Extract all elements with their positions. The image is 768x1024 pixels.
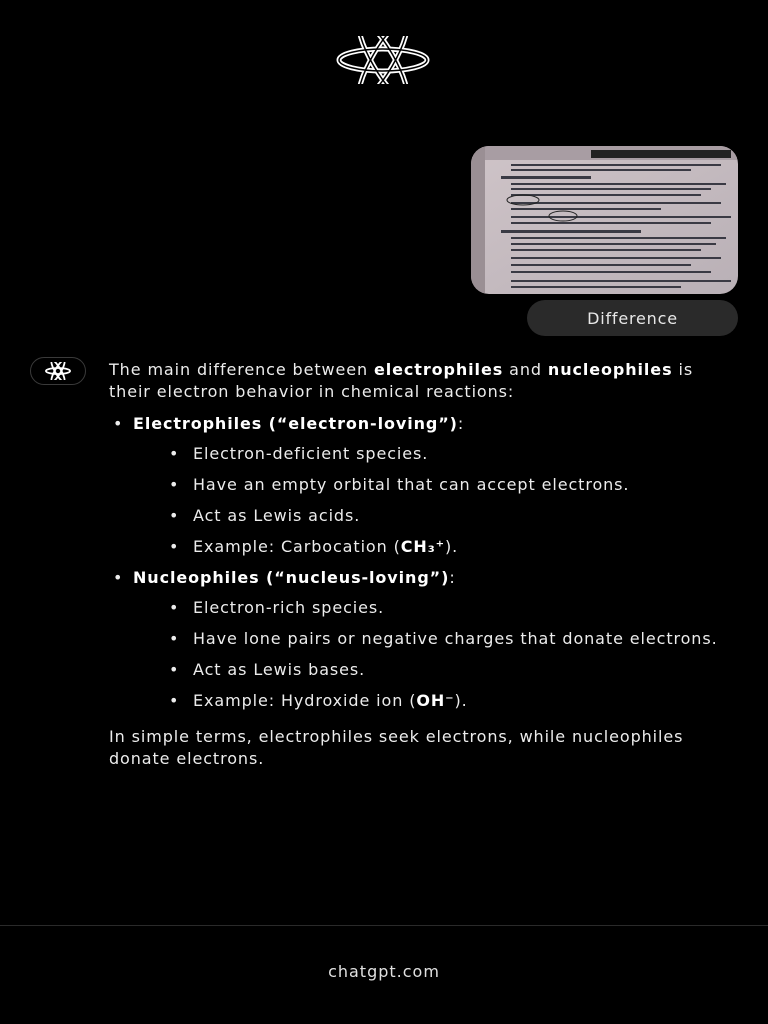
- openai-logo-icon: [42, 362, 74, 380]
- list-item: • Have lone pairs or negative charges that donate electrons.: [167, 628, 729, 650]
- comparison-list: [109, 413, 729, 712]
- closing-paragraph: In simple terms, electrophiles seek electrons, while nucleophiles donate electrons.: [109, 727, 684, 768]
- openai-logo-icon: [330, 36, 436, 84]
- assistant-avatar: [30, 357, 86, 385]
- section-nucleophiles: • Nucleophiles (“nucleus-loving”): • Electron-rich species. • Have lone pairs or negative charges that donate electrons. • Act as Lewis bases. • Example: Hydroxide ion (OH⁻).: [109, 567, 729, 712]
- list-item: • Electron-deficient species.: [167, 443, 729, 465]
- user-message-text: Difference: [587, 308, 678, 328]
- intro-paragraph: The main difference between electrophiles and nucleophiles is their electron behavior in chemical reactions:: [109, 360, 694, 401]
- term-electrophiles: electrophiles: [374, 360, 504, 379]
- list-item: • Electron-rich species.: [167, 597, 729, 619]
- attached-document-photo[interactable]: [471, 146, 738, 294]
- footer-domain[interactable]: chatgpt.com: [328, 962, 440, 981]
- assistant-message: [109, 359, 729, 780]
- footer-divider: [0, 925, 768, 926]
- formula-hydroxide: OH⁻: [416, 691, 455, 710]
- list-item: • Act as Lewis bases.: [167, 659, 729, 681]
- list-item: • Example: Hydroxide ion (OH⁻).: [167, 690, 729, 712]
- user-message-bubble: [527, 300, 738, 336]
- list-item: • Act as Lewis acids.: [167, 505, 729, 527]
- formula-carbocation: CH₃⁺: [400, 537, 445, 556]
- list-item: • Example: Carbocation (CH₃⁺).: [167, 536, 729, 558]
- term-nucleophiles: nucleophiles: [547, 360, 673, 379]
- section-electrophiles: • Electrophiles (“electron-loving”): • Electron-deficient species. • Have an empty orbital that can accept electrons. • Act as Lewis acids. • Example: Carbocation (CH₃⁺).: [109, 413, 729, 558]
- list-item: • Have an empty orbital that can accept electrons.: [167, 474, 729, 496]
